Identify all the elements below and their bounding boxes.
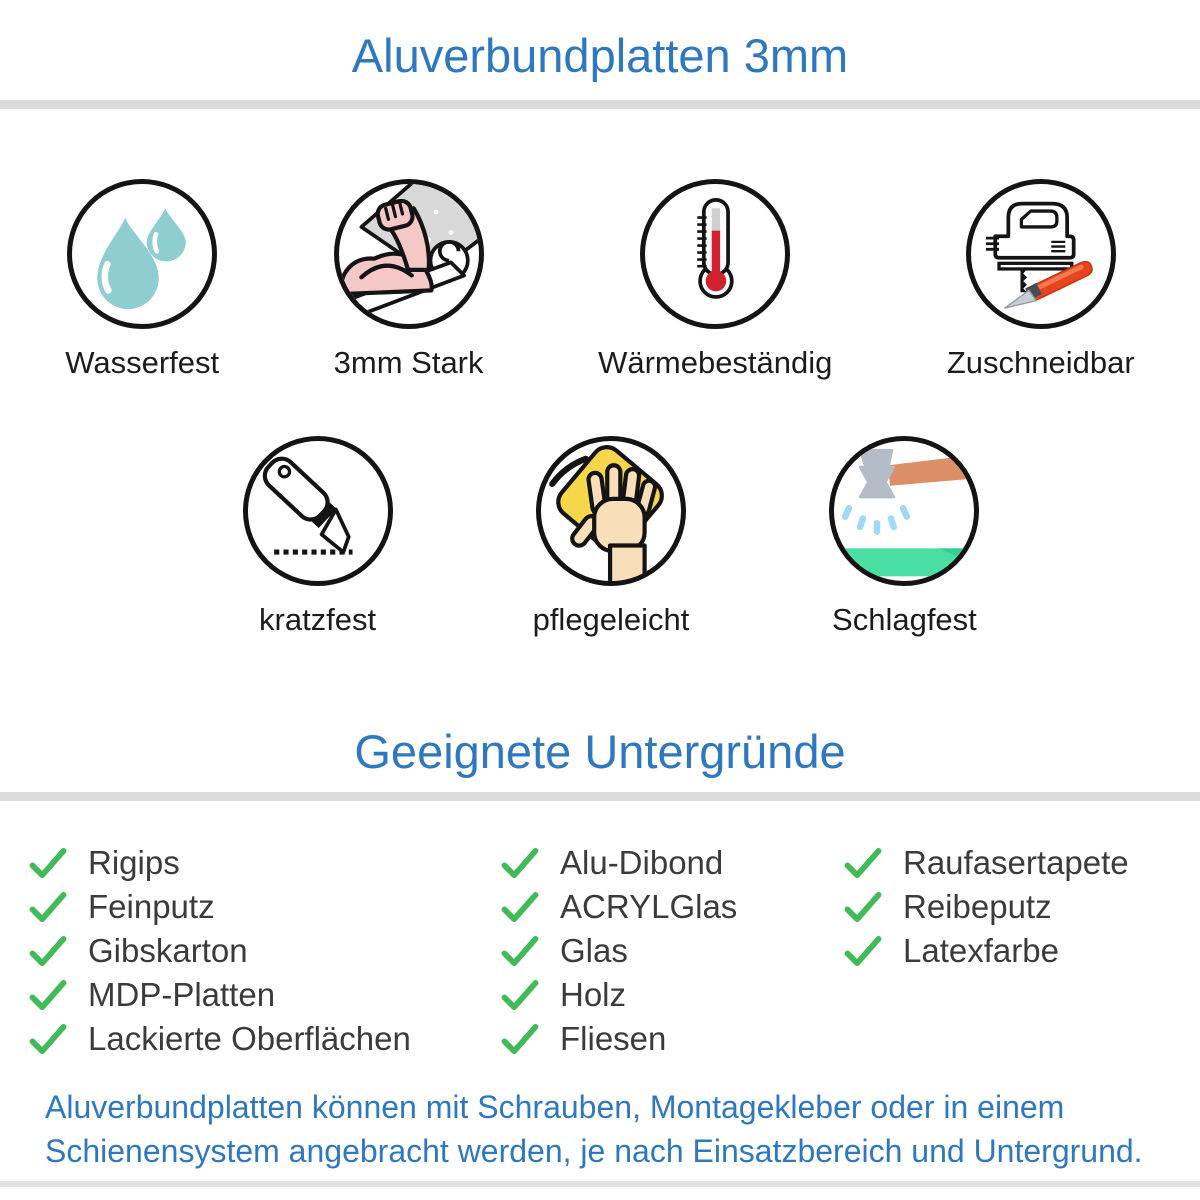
substrate-label: Holz [560, 976, 627, 1013]
feature-label: Zuschneidbar [946, 345, 1135, 380]
list-item [500, 885, 843, 929]
list-item [843, 841, 1200, 885]
list-item [28, 885, 500, 929]
substrate-label: ACRYLGlas [560, 888, 738, 925]
feature-schlagfest [829, 436, 979, 638]
substrate-label: Reibeputz [903, 888, 1052, 925]
thermometer-icon [640, 179, 790, 329]
check-icon [843, 847, 883, 880]
feature-label: Wärmebeständig [598, 345, 833, 380]
substrates-column-2 [500, 841, 843, 1061]
substrates-list [0, 801, 1200, 1061]
feature-label: 3mm Stark [333, 345, 484, 380]
check-icon [500, 847, 540, 880]
list-item [500, 973, 843, 1017]
check-icon [500, 891, 540, 924]
list-item [28, 929, 500, 973]
substrate-label: Lackierte Oberflächen [88, 1020, 411, 1057]
list-item [28, 973, 500, 1017]
feature-label: kratzfest [259, 602, 377, 637]
list-item [843, 885, 1200, 929]
substrate-label: Latexfarbe [903, 932, 1059, 969]
substrate-label: Alu-Dibond [560, 844, 724, 881]
list-item [500, 1017, 843, 1061]
substrate-label: Glas [560, 932, 628, 969]
substrate-label: Raufasertapete [903, 844, 1129, 881]
feature-label: pflegeleicht [532, 602, 690, 637]
check-icon [28, 891, 68, 924]
list-item [843, 929, 1200, 973]
flexed-arm-panel-icon [334, 179, 484, 329]
check-icon [28, 847, 68, 880]
feature-label: Schlagfest [832, 602, 977, 637]
top-divider [0, 100, 1200, 109]
substrate-label: Rigips [88, 844, 180, 881]
jigsaw-knife-icon [966, 179, 1116, 329]
mounting-note-line2: Schienensystem angebracht werden, je nach Einsatzbereich und Untergrund. [45, 1133, 1143, 1169]
feature-label: Wasserfest [65, 345, 220, 380]
check-icon [500, 1023, 540, 1056]
list-item [28, 1017, 500, 1061]
water-drops-icon [67, 179, 217, 329]
features-row-1 [0, 179, 1200, 381]
page-title: Aluverbundplatten 3mm [351, 29, 849, 82]
feature-wasserfest [65, 179, 219, 381]
hammer-impact-icon [829, 436, 979, 586]
mounting-note-line1: Aluverbundplatten können mit Schrauben, Montagekleber oder in einem [45, 1089, 1065, 1125]
list-item [500, 841, 843, 885]
substrate-label: Gibskarton [88, 932, 248, 969]
feature-3mm-stark [334, 179, 484, 381]
features-row-2 [0, 436, 1200, 638]
check-icon [843, 935, 883, 968]
check-icon [500, 935, 540, 968]
substrates-column-3 [843, 841, 1200, 1061]
check-icon [500, 979, 540, 1012]
substrates-title: Geeignete Untergründe [354, 725, 846, 778]
feature-waermebestaendig [598, 179, 832, 381]
hand-cloth-icon [536, 436, 686, 586]
check-icon [843, 891, 883, 924]
feature-pflegeleicht [533, 436, 690, 638]
check-icon [28, 935, 68, 968]
list-item [500, 929, 843, 973]
substrate-label: Fliesen [560, 1020, 667, 1057]
mounting-note [45, 1085, 1200, 1173]
check-icon [28, 1023, 68, 1056]
mid-divider [0, 792, 1200, 801]
substrate-label: Feinputz [88, 888, 215, 925]
feature-kratzfest [243, 436, 393, 638]
utility-knife-icon [243, 436, 393, 586]
feature-zuschneidbar [947, 179, 1135, 381]
substrates-column-1 [28, 841, 500, 1061]
substrate-label: MDP-Platten [88, 976, 276, 1013]
check-icon [28, 979, 68, 1012]
list-item [28, 841, 500, 885]
bottom-divider [0, 1181, 1200, 1187]
